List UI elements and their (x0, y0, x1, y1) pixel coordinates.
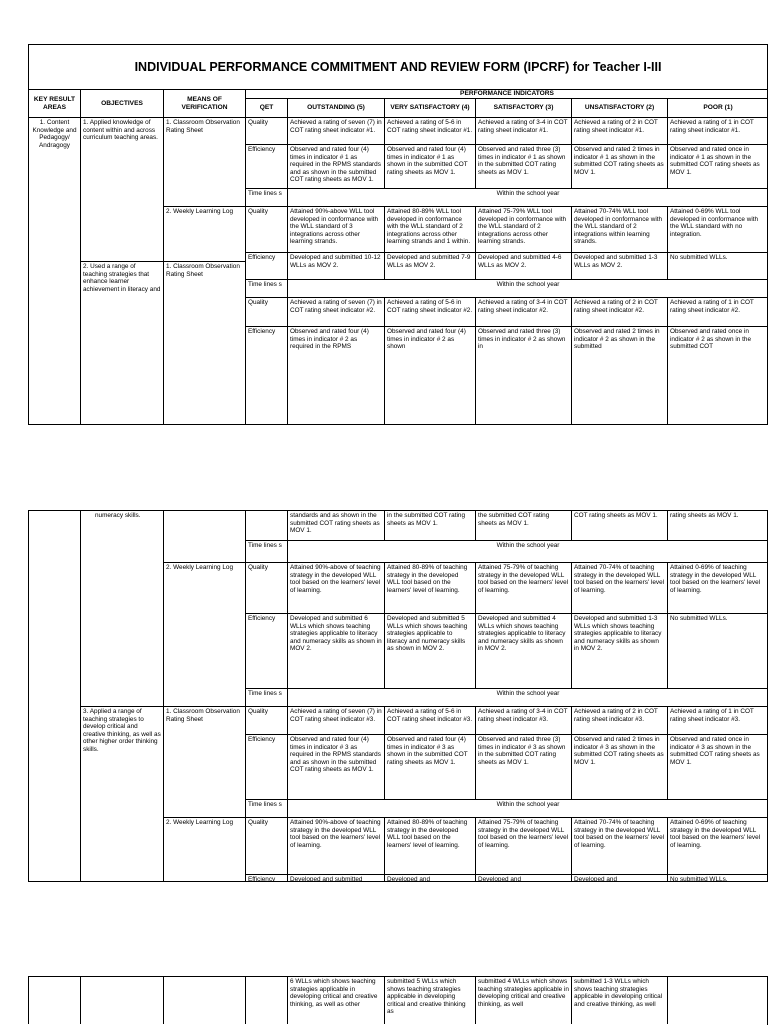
cell-d-e-3: Developed and submitted 4 WLLs which shows teaching strategies applicable to literacy and numeracy skills as shown in MOV 2. (475, 613, 571, 688)
mov-column (163, 976, 245, 1024)
cell-d-q-4: Attained 80-89% of teaching strategy in the developed WLL tool based on the learners' level of learning. (384, 562, 475, 613)
cell-c-q-1: Achieved a rating of 1 in COT rating sheet indicator #2. (667, 297, 768, 326)
within-school-year: Within the school year (287, 279, 768, 297)
mov-cot-1: 1. Classroom Observation Rating Sheet (163, 117, 245, 206)
qet-quality: Quality (245, 562, 287, 613)
mov-wll-3: 2. Weekly Learning Log (163, 817, 245, 882)
cell-c-e-5: Observed and rated four (4) times in indicator # 2 as required in the RPMS (287, 326, 384, 425)
qet-quality: Quality (245, 297, 287, 326)
cell-f-e-5: Developed and submitted (287, 874, 384, 882)
cell-b-e-3: Developed and submitted 4-6 WLLs as MOV 2. (475, 252, 571, 279)
cell-e-q-5: Achieved a rating of seven (7) in COT rating sheet indicator #3. (287, 706, 384, 734)
cell-e-q-1: Achieved a rating of 1 in COT rating sheet indicator #3. (667, 706, 768, 734)
cell-a-q-1: Achieved a rating of 1 in COT rating sheet indicator #1. (667, 117, 768, 144)
within-school-year: Within the school year (287, 188, 768, 206)
cell-a-q-2: Achieved a rating of 2 in COT rating sheet indicator #1. (571, 117, 667, 144)
cell-c-e-4: Observed and rated four (4) times in indicator # 2 as shown (384, 326, 475, 425)
cell-c-q-5: Achieved a rating of seven (7) in COT rating sheet indicator #2. (287, 297, 384, 326)
header-kra: KEY RESULT AREAS (28, 89, 80, 117)
qet-efficiency: Efficiency (245, 613, 287, 688)
objective-1: 1. Applied knowledge of content within and across curriculum teaching areas. (80, 117, 163, 261)
header-performance-indicators: PERFORMANCE INDICATORS (245, 89, 768, 98)
qet-timeliness: Time lines s (245, 540, 287, 562)
qet-efficiency: Efficiency (245, 734, 287, 799)
cell-f-e-2: Developed and (571, 874, 667, 882)
cell-f-q-1: Attained 0-69% of teaching strategy in the developed WLL tool based on the learners' level of learning. (667, 817, 768, 874)
cell-c-e-1: Observed and rated once in indicator # 2 as shown in the submitted COT (667, 326, 768, 425)
cell-c-q-2: Achieved a rating of 2 in COT rating sheet indicator #2. (571, 297, 667, 326)
header-mov: MEANS OF VERIFICATION (163, 89, 245, 117)
cell-f-q-2: Attained 70-74% of teaching strategy in the developed WLL tool based on the learners' level of learning. (571, 817, 667, 874)
header-satisfactory: SATISFACTORY (3) (475, 98, 571, 117)
qet-quality: Quality (245, 206, 287, 252)
cell-f-e-5-cont: 6 WLLs which shows teaching strategies applicable in developing critical and creative thinking, as well as other (287, 976, 384, 1024)
within-school-year: Within the school year (287, 799, 768, 817)
qet-timeliness: Time lines s (245, 279, 287, 297)
qet-quality: Quality (245, 117, 287, 144)
cell-d-e-2: Developed and submitted 1-3 WLLs which shows teaching strategies applicable to literacy and numeracy skills as shown in MOV 2. (571, 613, 667, 688)
cell-b-q-2: Attained 70-74% WLL tool developed in conformance with the WLL standard of 2 integrations within learning strands. (571, 206, 667, 252)
qet-quality: Quality (245, 817, 287, 874)
cell-b-q-4: Attained 80-89% WLL tool developed in conformance with the WLL standard of 2 integrations across other learning strands and 1 within. (384, 206, 475, 252)
cell-f-e-3-cont: submitted 4 WLLs which shows teaching strategies applicable in developing critical and creative thinking, as well (475, 976, 571, 1024)
cell-c-q-3: Achieved a rating of 3-4 in COT rating sheet indicator #2. (475, 297, 571, 326)
mov-wll-1: 2. Weekly Learning Log (163, 206, 245, 261)
page-title: INDIVIDUAL PERFORMANCE COMMITMENT AND REVIEW FORM (IPCRF) for Teacher I-III (28, 44, 768, 89)
cell-e-q-2: Achieved a rating of 2 in COT rating sheet indicator #3. (571, 706, 667, 734)
cell-e-e-2: Observed and rated 2 times in indicator # 3 as shown in the submitted COT rating sheets as MOV 1. (571, 734, 667, 799)
cell-c-e-2: Observed and rated 2 times in indicator # 2 as shown in the submitted (571, 326, 667, 425)
cell-a-q-4: Achieved a rating of 5-6 in COT rating sheet indicator #1. (384, 117, 475, 144)
header-very-satisfactory: VERY SATISFACTORY (4) (384, 98, 475, 117)
cell-c-e-3-cont: the submitted COT rating sheets as MOV 1. (475, 510, 571, 540)
objective-2: 2. Used a range of teaching strategies that enhance learner achievement in literacy and (80, 261, 163, 425)
cell-f-e-1-cont (667, 976, 768, 1024)
qet-quality: Quality (245, 706, 287, 734)
header-outstanding: OUTSTANDING (5) (287, 98, 384, 117)
cell-a-q-5: Achieved a rating of seven (7) in COT rating sheet indicator #1. (287, 117, 384, 144)
qet-efficiency: Efficiency (245, 252, 287, 279)
cell-a-e-4: Observed and rated four (4) times in indicator # 1 as shown in the submitted COT rating sheets as MOV 1. (384, 144, 475, 188)
cell-d-e-1: No submitted WLLs. (667, 613, 768, 688)
mov-wll-2: 2. Weekly Learning Log (163, 562, 245, 706)
cell-d-q-5: Attained 90%-above of teaching strategy in the developed WLL tool based on the learners' level of learning. (287, 562, 384, 613)
cell-f-q-5: Attained 90%-above of teaching strategy in the developed WLL tool based on the learners' level of learning. (287, 817, 384, 874)
objective-3: 3. Applied a range of teaching strategies to develop critical and creative thinking, as well as other higher order thinking skills. (80, 706, 163, 882)
cell-d-q-2: Attained 70-74% of teaching strategy in the developed WLL tool based on the learners' level of learning. (571, 562, 667, 613)
cell-d-e-4: Developed and submitted 5 WLLs which shows teaching strategies applicable to literacy and numeracy skills as shown in MOV 2. (384, 613, 475, 688)
qet-efficiency: Efficiency (245, 874, 287, 882)
header-objectives: OBJECTIVES (80, 89, 163, 117)
qet-timeliness: Time lines s (245, 188, 287, 206)
cell-c-q-4: Achieved a rating of 5-6 in COT rating sheet indicator #2. (384, 297, 475, 326)
header-qet: QET (245, 98, 287, 117)
cell-b-e-4: Developed and submitted 7-9 WLLs as MOV 2. (384, 252, 475, 279)
cell-c-e-1-cont: rating sheets as MOV 1. (667, 510, 768, 540)
kra-content-knowledge: 1. Content Knowledge and Pedagogy/ Andragogy (28, 117, 80, 425)
cell-b-q-3: Attained 75-79% WLL tool developed in conformance with the WLL standard of 2 integrations across other learning strands. (475, 206, 571, 252)
cell-c-e-5-cont: standards and as shown in the submitted COT rating sheets as MOV 1. (287, 510, 384, 540)
kra-column (28, 510, 80, 882)
header-unsatisfactory: UNSATISFACTORY (2) (571, 98, 667, 117)
cell-e-e-1: Observed and rated once in indicator # 3 as shown in the submitted COT rating sheets as MOV 1. (667, 734, 768, 799)
qet-column (245, 976, 287, 1024)
qet-efficiency-cont (245, 510, 287, 540)
header-poor: POOR (1) (667, 98, 768, 117)
qet-efficiency: Efficiency (245, 144, 287, 188)
cell-a-e-5: Observed and rated four (4) times in indicator # 1 as required in the RPMS standards and as shown in the submitted COT rating sheets as MOV 1. (287, 144, 384, 188)
cell-f-e-4-cont: submitted 5 WLLs which shows teaching strategies applicable in developing critical and creative thinking as (384, 976, 475, 1024)
cell-c-e-2-cont: COT rating sheets as MOV 1. (571, 510, 667, 540)
cell-e-e-3: Observed and rated three (3) times in indicator # 3 as shown in the submitted COT rating sheets as MOV 1. (475, 734, 571, 799)
cell-f-e-1: No submitted WLLs. (667, 874, 768, 882)
cell-b-e-5: Developed and submitted 10-12 WLLs as MOV 2. (287, 252, 384, 279)
cell-a-e-1: Observed and rated once in indicator # 1 as shown in the submitted COT rating sheets as MOV 1. (667, 144, 768, 188)
cell-e-e-5: Observed and rated four (4) times in indicator # 3 as required in the RPMS standards and as shown in the submitted COT rating sheets as MOV 1. (287, 734, 384, 799)
cell-b-e-2: Developed and submitted 1-3 WLLs as MOV 2. (571, 252, 667, 279)
cell-c-e-3: Observed and rated three (3) times in indicator # 2 as shown in (475, 326, 571, 425)
cell-f-q-3: Attained 75-79% of teaching strategy in the developed WLL tool based on the learners' level of learning. (475, 817, 571, 874)
within-school-year: Within the school year (287, 540, 768, 562)
objective-column (80, 976, 163, 1024)
mov-cot-2: 1. Classroom Observation Rating Sheet (163, 261, 245, 425)
kra-column (28, 976, 80, 1024)
cell-e-q-4: Achieved a rating of 5-6 in COT rating sheet indicator #3. (384, 706, 475, 734)
page-2 (28, 510, 768, 882)
mov-cot-3: 1. Classroom Observation Rating Sheet (163, 706, 245, 817)
qet-efficiency: Efficiency (245, 326, 287, 425)
cell-b-e-1: No submitted WLLs. (667, 252, 768, 279)
cell-b-q-1: Attained 0-69% WLL tool developed in conformance with the WLL standard with no integration. (667, 206, 768, 252)
mov-cot-cont (163, 510, 245, 562)
cell-d-q-1: Attained 0-69% of teaching strategy in the developed WLL tool based on the learners' level of learning. (667, 562, 768, 613)
cell-e-e-4: Observed and rated four (4) times in indicator # 3 as shown in the submitted COT rating sheets as MOV 1. (384, 734, 475, 799)
page-1 (28, 44, 768, 425)
cell-d-e-5: Developed and submitted 6 WLLs which shows teaching strategies applicable to literacy and numeracy skills as shown in MOV 2. (287, 613, 384, 688)
qet-timeliness: Time lines s (245, 688, 287, 706)
cell-a-q-3: Achieved a rating of 3-4 in COT rating sheet indicator #1. (475, 117, 571, 144)
cell-e-q-3: Achieved a rating of 3-4 in COT rating sheet indicator #3. (475, 706, 571, 734)
cell-f-q-4: Attained 80-89% of teaching strategy in the developed WLL tool based on the learners' level of learning. (384, 817, 475, 874)
cell-c-e-4-cont: in the submitted COT rating sheets as MOV 1. (384, 510, 475, 540)
objective-2-cont: numeracy skills. (80, 510, 163, 706)
cell-a-e-2: Observed and rated 2 times in indicator # 1 as shown in the submitted COT rating sheets as MOV 1. (571, 144, 667, 188)
cell-f-e-4: Developed and (384, 874, 475, 882)
cell-a-e-3: Observed and rated three (3) times in indicator # 1 as shown in the submitted COT rating sheets as MOV 1. (475, 144, 571, 188)
cell-f-e-2-cont: submitted 1-3 WLLs which shows teaching strategies applicable in developing critical and creative thinking, as well (571, 976, 667, 1024)
qet-timeliness: Time lines s (245, 799, 287, 817)
page-3 (28, 976, 768, 1024)
cell-f-e-3: Developed and (475, 874, 571, 882)
cell-b-q-5: Attained 90%-above WLL tool developed in conformance with the WLL standard of 3 integrations across other learning strands. (287, 206, 384, 252)
within-school-year: Within the school year (287, 688, 768, 706)
cell-d-q-3: Attained 75-79% of teaching strategy in the developed WLL tool based on the learners' level of learning. (475, 562, 571, 613)
